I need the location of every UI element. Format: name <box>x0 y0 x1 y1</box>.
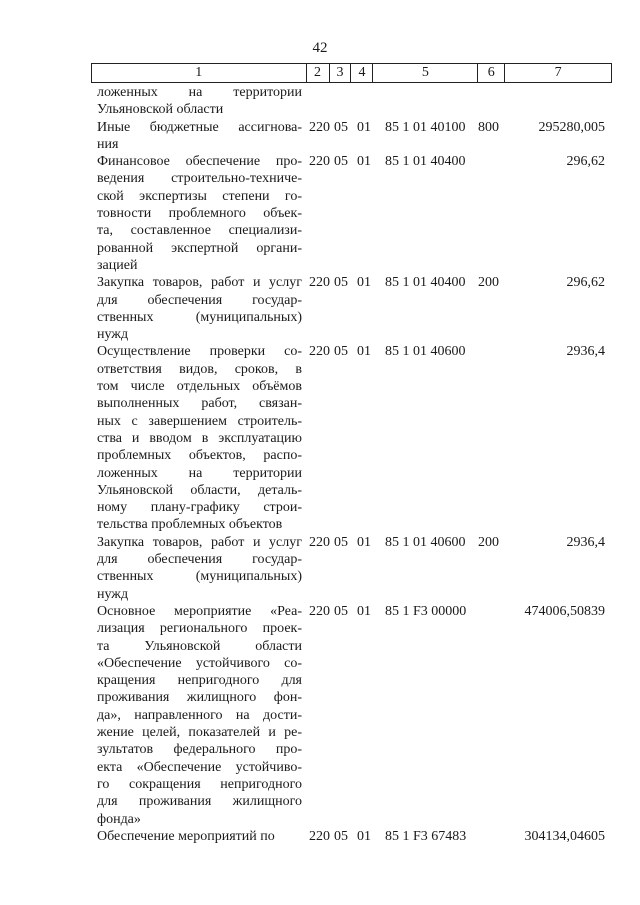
description-line: фонда» <box>97 811 141 827</box>
row-description <box>97 828 302 845</box>
table-row <box>0 84 640 119</box>
table-row <box>0 534 640 603</box>
description-line: товности проблемного объек- <box>97 206 302 222</box>
cell-pr: 01 <box>357 154 371 170</box>
cell-vr: 200 <box>478 534 499 550</box>
description-line: лизация регионального проек- <box>97 621 302 637</box>
description-line: для обеспечения государ- <box>97 552 302 568</box>
row-description <box>97 534 302 603</box>
description-line: ному плану-графику строи- <box>97 500 302 516</box>
column-header: 3 <box>330 64 352 82</box>
cell-ga: 220 <box>309 828 330 844</box>
description-line: ведения строительно-техниче- <box>97 171 302 187</box>
table-row <box>0 274 640 343</box>
cell-rz: 05 <box>334 344 348 360</box>
description-line: Основное мероприятие «Реа- <box>97 603 302 619</box>
description-line: тельства проблемных объектов <box>97 517 283 533</box>
description-line: проживания жилищного фон- <box>97 690 302 706</box>
description-line: екта «Обеспечение устойчиво- <box>97 759 302 775</box>
cell-ga: 220 <box>309 275 330 291</box>
description-line: ответствия видов, сроков, в <box>97 361 302 377</box>
description-line: ния <box>97 136 119 152</box>
cell-rz: 05 <box>334 275 348 291</box>
description-line: рованной экспертной органи- <box>97 240 302 256</box>
cell-pr: 01 <box>357 828 371 844</box>
description-line: для обеспечения государ- <box>97 292 302 308</box>
description-line: Осуществление проверки со- <box>97 344 302 360</box>
description-line: зацией <box>97 257 138 273</box>
table-body <box>0 84 640 845</box>
row-description <box>97 274 302 343</box>
cell-sum: 295280,005 <box>538 119 605 135</box>
column-header: 1 <box>92 64 307 82</box>
description-line: ства и вводом в эксплуатацию <box>97 430 302 446</box>
cell-sum: 304134,04605 <box>524 828 605 844</box>
description-line: нужд <box>97 586 129 602</box>
cell-csr: 85 1 01 40400 <box>385 154 466 170</box>
cell-vr: 800 <box>478 119 499 135</box>
description-line: Закупка товаров, работ и услуг <box>97 275 302 291</box>
description-line: кращения непригодного для <box>97 673 302 689</box>
description-line: зультатов федерального про- <box>97 742 302 758</box>
cell-csr: 85 1 F3 00000 <box>385 603 467 619</box>
cell-ga: 220 <box>309 154 330 170</box>
row-description <box>97 603 302 828</box>
description-line: Закупка товаров, работ и услуг <box>97 534 302 550</box>
description-line: жение целей, показателей и ре- <box>97 725 302 741</box>
cell-pr: 01 <box>357 603 371 619</box>
column-header: 4 <box>351 64 373 82</box>
description-line: Ульяновской области, деталь- <box>97 482 302 498</box>
cell-pr: 01 <box>357 119 371 135</box>
page-number: 42 <box>312 40 328 56</box>
description-line: ственных (муниципальных) <box>97 569 302 585</box>
table-row <box>0 153 640 274</box>
description-line: проблемных объектов, распо- <box>97 448 302 464</box>
table-row <box>0 828 640 845</box>
description-line: ложенных на территории <box>97 465 302 481</box>
cell-pr: 01 <box>357 275 371 291</box>
description-line: Иные бюджетные ассигнова- <box>97 119 302 135</box>
cell-csr: 85 1 01 40600 <box>385 344 466 360</box>
cell-ga: 220 <box>309 603 330 619</box>
description-line: «Обеспечение устойчивого со- <box>97 655 302 671</box>
cell-pr: 01 <box>357 534 371 550</box>
cell-rz: 05 <box>334 603 348 619</box>
table-row <box>0 343 640 533</box>
cell-ga: 220 <box>309 534 330 550</box>
description-line: том числе отдельных объёмов <box>97 379 302 395</box>
description-line: Обеспечение мероприятий по <box>97 828 275 844</box>
cell-ga: 220 <box>309 119 330 135</box>
cell-sum: 296,62 <box>566 275 605 291</box>
description-line: Финансовое обеспечение про- <box>97 154 302 170</box>
row-description <box>97 153 302 274</box>
description-line: ской экспертизы степени го- <box>97 188 302 204</box>
cell-sum: 2936,4 <box>566 534 605 550</box>
cell-rz: 05 <box>334 534 348 550</box>
cell-sum: 2936,4 <box>566 344 605 360</box>
cell-csr: 85 1 01 40400 <box>385 275 466 291</box>
cell-csr: 85 1 01 40600 <box>385 534 466 550</box>
cell-ga: 220 <box>309 344 330 360</box>
row-description <box>97 84 302 119</box>
description-line: выполненных работ, связан- <box>97 396 302 412</box>
column-header: 6 <box>478 64 505 82</box>
description-line: ственных (муниципальных) <box>97 309 302 325</box>
cell-csr: 85 1 F3 67483 <box>385 828 467 844</box>
description-line: да», направленного на дости- <box>97 707 302 723</box>
table-row <box>0 119 640 154</box>
row-description <box>97 343 302 533</box>
description-line: та Ульяновской области <box>97 638 302 654</box>
column-header: 5 <box>373 64 478 82</box>
description-line: Ульяновской области <box>97 102 224 118</box>
description-line: для проживания жилищного <box>97 794 302 810</box>
cell-sum: 296,62 <box>566 154 605 170</box>
cell-sum: 474006,50839 <box>524 603 605 619</box>
cell-rz: 05 <box>334 828 348 844</box>
description-line: ложенных на территории <box>97 85 302 100</box>
row-description <box>97 119 302 154</box>
description-line: та, составленное специализи- <box>97 223 302 239</box>
table-row <box>0 603 640 828</box>
cell-vr: 200 <box>478 275 499 291</box>
cell-rz: 05 <box>334 119 348 135</box>
column-header: 7 <box>505 64 612 82</box>
cell-rz: 05 <box>334 154 348 170</box>
cell-csr: 85 1 01 40100 <box>385 119 466 135</box>
description-line: нужд <box>97 327 129 343</box>
cell-pr: 01 <box>357 344 371 360</box>
column-header: 2 <box>307 64 330 82</box>
description-line: ных с завершением строитель- <box>97 413 302 429</box>
table-header <box>91 63 612 83</box>
description-line: го сокращения непригодного <box>97 776 302 792</box>
